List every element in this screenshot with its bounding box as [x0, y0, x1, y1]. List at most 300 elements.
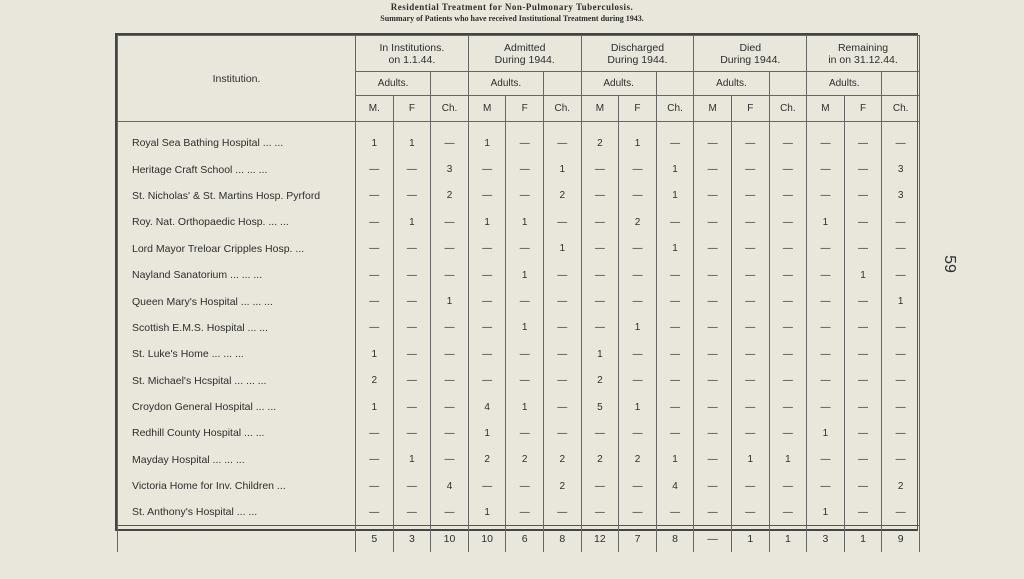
institution-name: Mayday Hospital ... ... ...	[118, 447, 356, 473]
sub-header-cell: F	[844, 96, 882, 122]
table-cell: —	[769, 341, 807, 367]
institution-name: Royal Sea Bathing Hospital ... ...	[118, 130, 356, 156]
table-cell: —	[882, 236, 920, 262]
table-cell: 5	[581, 394, 619, 420]
totals-label	[118, 526, 356, 552]
table-cell: 2	[544, 447, 582, 473]
table-cell: —	[731, 473, 769, 499]
summary-table	[115, 33, 918, 546]
table-cell: 2	[544, 473, 582, 499]
table-row	[118, 315, 920, 341]
table-cell: —	[468, 315, 506, 341]
table-cell: —	[844, 394, 882, 420]
table-cell: —	[807, 262, 845, 288]
table-cell: —	[694, 130, 732, 156]
table-cell: —	[807, 394, 845, 420]
table-cell: —	[506, 368, 544, 394]
table-cell: 1	[356, 130, 394, 156]
table-row	[118, 394, 920, 420]
table-cell: —	[581, 473, 619, 499]
table-cell: —	[769, 315, 807, 341]
table-cell: —	[844, 368, 882, 394]
table-cell: —	[807, 156, 845, 182]
table-cell: 1	[506, 262, 544, 288]
table-cell: 1	[769, 447, 807, 473]
total-cell: 7	[619, 526, 657, 552]
table-cell: —	[731, 420, 769, 446]
table-cell: —	[769, 499, 807, 525]
table-cell: —	[882, 420, 920, 446]
table-cell: 3	[431, 156, 469, 182]
table-cell: —	[356, 473, 394, 499]
page-title: Residential Treatment for Non-Pulmonary Tuberculosis.	[390, 2, 634, 12]
table-cell: —	[393, 262, 431, 288]
table-cell: —	[731, 156, 769, 182]
total-cell: 12	[581, 526, 619, 552]
table-cell: —	[619, 288, 657, 314]
table-cell: —	[619, 420, 657, 446]
table-cell: —	[694, 209, 732, 235]
table-cell: 2	[619, 447, 657, 473]
sub-header-cell: F	[619, 96, 657, 122]
total-cell: 10	[431, 526, 469, 552]
table-cell: —	[731, 130, 769, 156]
table-cell: —	[506, 341, 544, 367]
table-cell: —	[769, 288, 807, 314]
sub-header-cell: Ch.	[769, 96, 807, 122]
table-row	[118, 447, 920, 473]
table-cell: —	[882, 262, 920, 288]
table-cell: 2	[506, 447, 544, 473]
table-cell: —	[844, 315, 882, 341]
table-cell: 1	[468, 209, 506, 235]
table-cell: —	[882, 315, 920, 341]
institution-name: St. Luke's Home ... ... ...	[118, 341, 356, 367]
table-cell: —	[619, 236, 657, 262]
table-cell: —	[356, 447, 394, 473]
total-cell: 5	[356, 526, 394, 552]
table-cell: —	[619, 473, 657, 499]
table-cell: —	[356, 156, 394, 182]
institution-name: Croydon General Hospital ... ...	[118, 394, 356, 420]
table-cell: —	[619, 499, 657, 525]
table-cell: 1	[731, 447, 769, 473]
table-cell: —	[431, 209, 469, 235]
table-cell: —	[807, 473, 845, 499]
table-cell: —	[694, 473, 732, 499]
table-cell: —	[619, 183, 657, 209]
table-cell: 3	[882, 156, 920, 182]
table-cell: —	[506, 236, 544, 262]
table-cell: 2	[356, 368, 394, 394]
table-cell: —	[619, 262, 657, 288]
table-cell: —	[769, 420, 807, 446]
table-cell: —	[844, 288, 882, 314]
table-cell: —	[393, 341, 431, 367]
table-cell: —	[581, 262, 619, 288]
table-cell: 1	[844, 262, 882, 288]
institution-name: Lord Mayor Treloar Cripples Hosp. ...	[118, 236, 356, 262]
table-cell: —	[694, 447, 732, 473]
adults-spacer	[544, 72, 582, 96]
table-cell: 1	[506, 394, 544, 420]
table-cell: —	[581, 209, 619, 235]
sub-header-cell: M	[694, 96, 732, 122]
sub-header-cell: F	[506, 96, 544, 122]
table-cell: —	[844, 473, 882, 499]
table-cell: 4	[431, 473, 469, 499]
table-cell: —	[431, 447, 469, 473]
total-cell: 6	[506, 526, 544, 552]
table-cell: —	[619, 368, 657, 394]
table-cell: 1	[506, 315, 544, 341]
table-cell: —	[769, 262, 807, 288]
adults-spacer	[769, 72, 807, 96]
table-cell: —	[656, 420, 694, 446]
table-cell: —	[769, 236, 807, 262]
group-header-died: Died During 1944.	[694, 36, 807, 72]
table-cell: —	[731, 262, 769, 288]
table-cell: —	[468, 156, 506, 182]
table-cell: —	[393, 183, 431, 209]
table-cell: —	[844, 499, 882, 525]
table-cell: —	[694, 394, 732, 420]
table-row	[118, 156, 920, 182]
sub-header-cell: M	[807, 96, 845, 122]
table-row	[118, 473, 920, 499]
table-cell: —	[656, 288, 694, 314]
table-cell: —	[694, 156, 732, 182]
table-cell: —	[731, 288, 769, 314]
table-cell: —	[844, 236, 882, 262]
table-cell: 2	[619, 209, 657, 235]
table-cell: —	[844, 183, 882, 209]
table-cell: —	[694, 368, 732, 394]
table-cell: —	[731, 368, 769, 394]
table-cell: —	[656, 499, 694, 525]
table-cell: —	[468, 288, 506, 314]
table-cell: 1	[882, 288, 920, 314]
institution-name: St. Michael's Hcspital ... ... ...	[118, 368, 356, 394]
table-cell: —	[694, 288, 732, 314]
table-cell: —	[882, 499, 920, 525]
table-cell: 1	[393, 447, 431, 473]
table-cell: —	[694, 499, 732, 525]
sub-header-cell: F	[731, 96, 769, 122]
table-cell: —	[731, 394, 769, 420]
table-cell: —	[581, 288, 619, 314]
spacer-row	[118, 122, 920, 131]
table-cell: 1	[506, 209, 544, 235]
table-cell: —	[807, 130, 845, 156]
total-cell: 8	[544, 526, 582, 552]
adults-spacer	[882, 72, 920, 96]
table-cell: 1	[656, 236, 694, 262]
table-cell: —	[581, 315, 619, 341]
sub-header-cell: M	[581, 96, 619, 122]
table-cell: —	[694, 420, 732, 446]
table-cell: 2	[882, 473, 920, 499]
table-cell: —	[844, 156, 882, 182]
table-row	[118, 341, 920, 367]
total-cell: 3	[393, 526, 431, 552]
table-cell: —	[506, 288, 544, 314]
table-cell: 1	[356, 394, 394, 420]
table-row	[118, 209, 920, 235]
table-cell: 1	[468, 130, 506, 156]
sub-header-cell: Ch.	[882, 96, 920, 122]
table-cell: 1	[356, 341, 394, 367]
institution-name: Scottish E.M.S. Hospital ... ...	[118, 315, 356, 341]
table-cell: —	[769, 156, 807, 182]
total-cell: 1	[731, 526, 769, 552]
table-cell: —	[468, 183, 506, 209]
sub-header-cell: M	[468, 96, 506, 122]
table-cell: —	[544, 394, 582, 420]
table-cell: —	[356, 315, 394, 341]
table-cell: —	[581, 183, 619, 209]
group-header-discharged: Discharged During 1944.	[581, 36, 694, 72]
table-cell: —	[807, 183, 845, 209]
table-cell: —	[431, 499, 469, 525]
table-cell: 2	[468, 447, 506, 473]
table-cell: —	[431, 341, 469, 367]
table-cell: —	[506, 183, 544, 209]
table-cell: —	[431, 130, 469, 156]
sub-header-cell: Ch.	[656, 96, 694, 122]
table-cell: —	[807, 236, 845, 262]
table-cell: —	[844, 420, 882, 446]
adults-header: Adults.	[694, 72, 769, 96]
sub-header-cell: M.	[356, 96, 394, 122]
table-cell: —	[694, 262, 732, 288]
table-cell: —	[393, 288, 431, 314]
table-cell: 1	[544, 236, 582, 262]
table-cell: —	[769, 473, 807, 499]
table-cell: —	[544, 420, 582, 446]
table-cell: 1	[581, 341, 619, 367]
adults-header: Adults.	[356, 72, 431, 96]
table-cell: —	[731, 183, 769, 209]
table-cell: —	[544, 341, 582, 367]
table-cell: —	[731, 315, 769, 341]
table-cell: —	[356, 183, 394, 209]
table-cell: —	[356, 420, 394, 446]
table-cell: —	[882, 341, 920, 367]
table-cell: —	[656, 130, 694, 156]
table-cell: —	[844, 341, 882, 367]
table-cell: —	[356, 236, 394, 262]
table-cell: 1	[656, 156, 694, 182]
institution-name: Nayland Sanatorium ... ... ...	[118, 262, 356, 288]
table-cell: —	[731, 341, 769, 367]
table-cell: 1	[619, 394, 657, 420]
table-cell: —	[769, 368, 807, 394]
table-cell: 4	[468, 394, 506, 420]
adults-header: Adults.	[807, 72, 882, 96]
table-cell: —	[393, 473, 431, 499]
table-cell: —	[544, 368, 582, 394]
institution-name: Redhill County Hospital ... ...	[118, 420, 356, 446]
institution-name: St. Anthony's Hospital ... ...	[118, 499, 356, 525]
table-cell: —	[468, 473, 506, 499]
group-header-admitted: Admitted During 1944.	[468, 36, 581, 72]
table-cell: —	[656, 394, 694, 420]
table-cell: —	[882, 130, 920, 156]
total-cell: 8	[656, 526, 694, 552]
sub-header-cell: Ch.	[431, 96, 469, 122]
table-cell: —	[506, 420, 544, 446]
table-cell: —	[431, 236, 469, 262]
table-cell: —	[468, 368, 506, 394]
table-cell: —	[694, 236, 732, 262]
table-cell: —	[882, 368, 920, 394]
institution-name: Heritage Craft School ... ... ...	[118, 156, 356, 182]
table-cell: —	[431, 368, 469, 394]
table-cell: —	[581, 420, 619, 446]
table-row	[118, 262, 920, 288]
table-cell: —	[769, 130, 807, 156]
table-cell: —	[731, 236, 769, 262]
group-header-remaining: Remaining in on 31.12.44.	[807, 36, 920, 72]
table-cell: 2	[581, 447, 619, 473]
table-cell: 3	[882, 183, 920, 209]
institution-name: St. Nicholas' & St. Martins Hosp. Pyrford	[118, 183, 356, 209]
table-cell: —	[656, 209, 694, 235]
table-cell: —	[506, 156, 544, 182]
table-cell: —	[468, 262, 506, 288]
table-cell: —	[656, 262, 694, 288]
table-cell: —	[544, 288, 582, 314]
table-cell: —	[356, 288, 394, 314]
table-cell: 1	[656, 183, 694, 209]
table-cell: 2	[581, 130, 619, 156]
total-cell: 1	[769, 526, 807, 552]
table-cell: 2	[581, 368, 619, 394]
table-cell: 1	[807, 209, 845, 235]
institution-header: Institution.	[118, 36, 356, 122]
table-cell: —	[431, 394, 469, 420]
total-cell: —	[694, 526, 732, 552]
table-cell: 1	[619, 130, 657, 156]
table-cell: —	[656, 315, 694, 341]
total-cell: 9	[882, 526, 920, 552]
table-cell: —	[844, 130, 882, 156]
table-cell: 1	[656, 447, 694, 473]
table-row	[118, 368, 920, 394]
table-cell: —	[656, 368, 694, 394]
table-cell: —	[882, 447, 920, 473]
table-cell: —	[431, 420, 469, 446]
table-cell: —	[431, 262, 469, 288]
table-cell: —	[356, 499, 394, 525]
table-cell: —	[393, 420, 431, 446]
table-cell: 1	[807, 420, 845, 446]
table-cell: —	[731, 209, 769, 235]
table-cell: —	[882, 394, 920, 420]
page-number: 59	[940, 255, 958, 273]
table-cell: —	[506, 130, 544, 156]
table-cell: 1	[468, 420, 506, 446]
table-cell: 1	[431, 288, 469, 314]
table-cell: —	[807, 288, 845, 314]
total-cell: 3	[807, 526, 845, 552]
adults-spacer	[431, 72, 469, 96]
table-cell: —	[882, 209, 920, 235]
institution-name: Victoria Home for Inv. Children ...	[118, 473, 356, 499]
table-cell: —	[431, 315, 469, 341]
table-cell: —	[544, 315, 582, 341]
table-row	[118, 130, 920, 156]
table-cell: —	[807, 447, 845, 473]
table-cell: 1	[544, 156, 582, 182]
table-cell: —	[844, 447, 882, 473]
page-subtitle: Summary of Patients who have received Institutional Treatment during 1943.	[380, 14, 644, 23]
table-cell: —	[844, 209, 882, 235]
table-row	[118, 183, 920, 209]
table-cell: —	[731, 499, 769, 525]
total-cell: 10	[468, 526, 506, 552]
table-cell: —	[393, 368, 431, 394]
adults-spacer	[656, 72, 694, 96]
table-cell: 1	[619, 315, 657, 341]
table-cell: —	[694, 341, 732, 367]
table-cell: —	[544, 262, 582, 288]
table-cell: —	[468, 236, 506, 262]
table-row	[118, 420, 920, 446]
table-cell: —	[544, 209, 582, 235]
table-row	[118, 288, 920, 314]
table-cell: —	[544, 130, 582, 156]
table-row	[118, 236, 920, 262]
table-cell: 1	[807, 499, 845, 525]
table-cell: —	[393, 315, 431, 341]
table-cell: —	[807, 368, 845, 394]
table-cell: —	[581, 499, 619, 525]
table-cell: —	[506, 499, 544, 525]
sub-header-cell: Ch.	[544, 96, 582, 122]
table-cell: —	[393, 499, 431, 525]
table-cell: —	[468, 341, 506, 367]
table-cell: —	[769, 394, 807, 420]
table-cell: —	[769, 209, 807, 235]
table-cell: —	[619, 341, 657, 367]
totals-row	[118, 526, 920, 552]
table-cell: —	[356, 209, 394, 235]
table-cell: 1	[393, 209, 431, 235]
table-cell: —	[807, 315, 845, 341]
table-cell: —	[544, 499, 582, 525]
table-cell: —	[619, 156, 657, 182]
table-cell: —	[506, 473, 544, 499]
table-row	[118, 499, 920, 525]
table-cell: —	[356, 262, 394, 288]
table-cell: —	[769, 183, 807, 209]
table-cell: —	[694, 183, 732, 209]
total-cell: 1	[844, 526, 882, 552]
group-header-in-institutions: In Institutions. on 1.1.44.	[356, 36, 469, 72]
adults-header: Adults.	[468, 72, 543, 96]
table-cell: —	[656, 341, 694, 367]
table-cell: —	[393, 394, 431, 420]
table-cell: 2	[431, 183, 469, 209]
table-cell: 1	[393, 130, 431, 156]
table-cell: —	[694, 315, 732, 341]
sub-header-cell: F	[393, 96, 431, 122]
adults-header: Adults.	[581, 72, 656, 96]
table-cell: —	[581, 156, 619, 182]
table-cell: —	[393, 236, 431, 262]
